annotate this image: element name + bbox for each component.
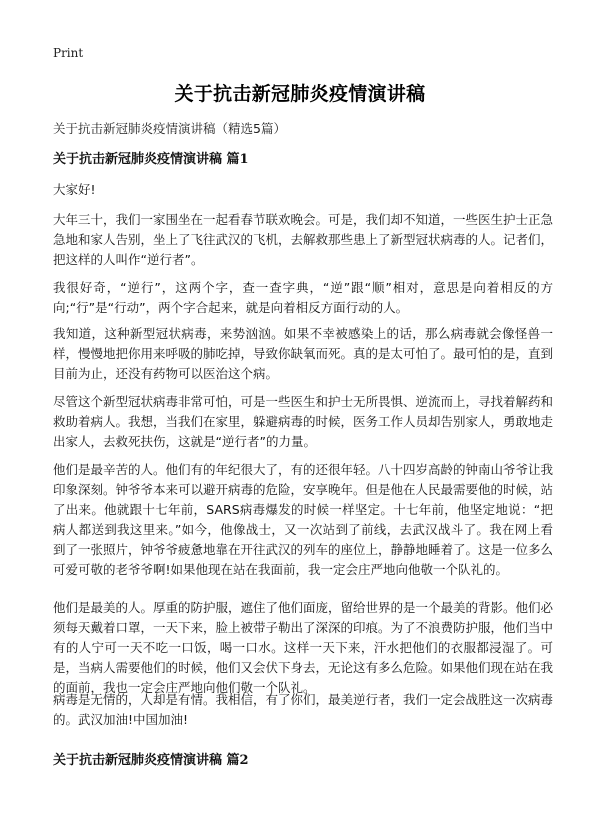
paragraph-3: 我知道，这种新型冠状病毒，来势汹汹。如果不幸被感染上的话，那么病毒就会像怪兽一样，慢慢地把你用来呼吸的肺吃掉，导致你缺氧而死。真的是太可怕了。最可怕的是，直到目前为止，还没有药物可以医治这个病。	[53, 326, 554, 381]
paragraph-5: 他们是最辛苦的人。他们有的年纪很大了，有的还很年轻。八十四岁高龄的钟南山爷爷让我印象深刻。钟爷爷本来可以避开病毒的危险，安享晚年。但是他在人民最需要他的时候，站了出来。他就跟十七年前，SARS病毒爆发的时候一样坚定。十七年前，他坚定地说：“把病人都送到我这里来。”如今，他像战士，又一次站到了前线，去武汉战斗了。我在网上看到了一张照片，钟爷爷疲惫地靠在开往武汉的列车的座位上，静静地睡着了。这是一位多么可爱可敬的老爷爷啊!如果他现在站在我面前，我一定会庄严地向他敬一个队礼的。	[53, 462, 554, 577]
section-heading-1: 关于抗击新冠肺炎疫情演讲稿 篇1	[53, 152, 249, 167]
page-title: 关于抗击新冠肺炎疫情演讲稿	[174, 83, 426, 105]
print-link[interactable]: Print	[53, 46, 84, 60]
section-heading-2: 关于抗击新冠肺炎疫情演讲稿 篇2	[53, 753, 249, 768]
paragraph-greeting: 大家好!	[53, 182, 96, 197]
paragraph-6: 他们是最美的人。厚重的防护服，遮住了他们面庞，留给世界的是一个最美的背影。他们必须每天戴着口罩，一天下来，脸上被带子勒出了深深的印痕。为了不浪费防护服，他们当中有的人宁可一天不吃一口饭，喝一口水。这样一天下来，汗水把他们的衣服都浸湿了。可是，当病人需要他们的时候，他们又会伏下身去，无论这有多么危险。如果他们现在站在我的面前，我也一定会庄严地向他们敬一个队礼。	[53, 600, 554, 695]
paragraph-7: 病毒是无情的，人却是有情。我相信，有了你们，最美逆行者，我们一定会战胜这一次病毒的。武汉加油!中国加油!	[53, 692, 554, 727]
paragraph-2: 我很好奇，“逆行”，这两个字，查一查字典，“逆”跟“顺”相对，意思是向着相反的方向;“行”是“行动”，两个字合起来，就是向着相反方面行动的人。	[53, 280, 553, 315]
paragraph-4: 尽管这个新型冠状病毒非常可怕，可是一些医生和护士无所畏惧、逆流而上，寻找着解药和救助着病人。我想，当我们在家里，躲避病毒的时候，医务工作人员却告别家人，勇敢地走出家人，去救死扶伤，这就是“逆行者”的力量。	[53, 394, 554, 449]
paragraph-1: 大年三十，我们一家围坐在一起看春节联欢晚会。可是，我们却不知道，一些医生护士正急急地和家人告别，坐上了飞往武汉的飞机，去解救那些患上了新型冠状病毒的人。记者们，把这样的人叫作“逆行者”。	[53, 212, 554, 267]
document-subtitle: 关于抗击新冠肺炎疫情演讲稿（精选5篇）	[53, 121, 286, 136]
